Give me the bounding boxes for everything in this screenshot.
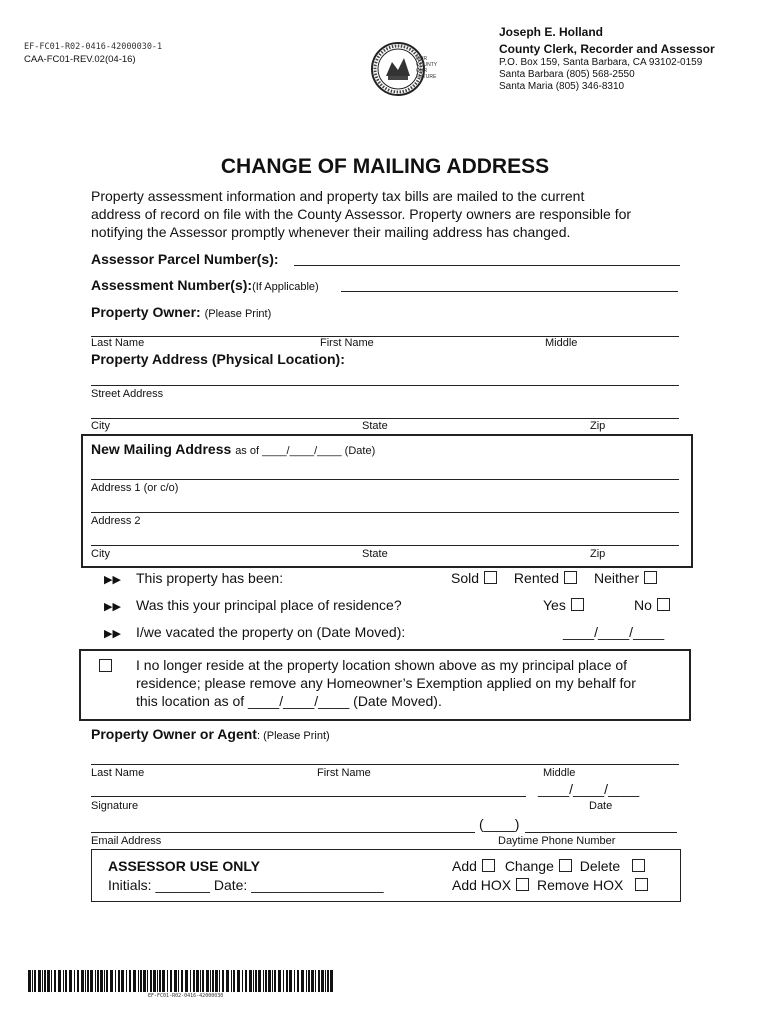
- property-zip-label: Zip: [590, 420, 606, 432]
- new-mailing-heading-group: [91, 441, 375, 457]
- email-label: Email Address: [91, 835, 162, 847]
- barcode-bar: [95, 970, 96, 992]
- no-label: No: [634, 597, 652, 613]
- barcode-bar: [242, 970, 243, 992]
- exemption-line-1: I no longer reside at the property location shown above as my principal place of: [136, 657, 628, 673]
- signature-date-field[interactable]: ____/____/____: [538, 781, 640, 797]
- new-mailing-heading: New Mailing Address: [91, 441, 232, 457]
- question-principal-residence: Was this your principal place of residence?: [136, 597, 402, 613]
- mailing-city-label: City: [91, 548, 110, 560]
- barcode-bar: [143, 970, 146, 992]
- barcode-bar: [85, 970, 86, 992]
- barcode-bar: [28, 970, 31, 992]
- barcode-bar: [308, 970, 310, 992]
- agent-name-field[interactable]: [91, 764, 679, 765]
- logo-text-future: FUTURE: [416, 74, 437, 80]
- exemption-checkbox[interactable]: [99, 659, 112, 672]
- barcode-bar: [90, 970, 93, 992]
- barcode-bar: [222, 970, 224, 992]
- barcode-bar: [272, 970, 273, 992]
- signature-date-label: Date: [589, 800, 613, 812]
- exemption-line-3: this location as of ____/____/____ (Date Moved).: [136, 693, 442, 709]
- barcode-bar: [47, 970, 50, 992]
- add-label: Add: [452, 858, 477, 874]
- barcode-bar: [315, 970, 316, 992]
- barcode-bar: [297, 970, 299, 992]
- barcode-bar: [321, 970, 324, 992]
- add-checkbox[interactable]: [482, 859, 495, 872]
- agent-first-name-label: First Name: [317, 767, 371, 779]
- signature-label: Signature: [91, 800, 139, 812]
- bullet-arrow-icon: ▶▶: [104, 628, 121, 640]
- barcode-bar: [289, 970, 292, 992]
- intro-paragraph: [91, 187, 691, 241]
- barcode-text: EF-FC01-R02-0416-42000030: [148, 993, 224, 999]
- barcode-bar: [77, 970, 79, 992]
- barcode: [28, 970, 338, 992]
- barcode-bar: [159, 970, 161, 992]
- intro-line-2: address of record on file with the County Assessor. Property owners are responsible for: [91, 206, 632, 222]
- no-option: [634, 597, 670, 613]
- date-moved-field[interactable]: ____/____/____: [563, 624, 665, 640]
- office-phone-santa-barbara: Santa Barbara (805) 568-2550: [499, 69, 635, 80]
- owner-last-name-label: Last Name: [91, 337, 145, 349]
- property-status-options: [451, 570, 657, 586]
- office-title: County Clerk, Recorder and Assessor: [499, 42, 715, 56]
- barcode-bar: [212, 970, 214, 992]
- assessor-initials-date[interactable]: Initials: _______ Date: _________________: [108, 877, 384, 893]
- barcode-bar: [65, 970, 67, 992]
- barcode-bar: [150, 970, 152, 992]
- assessment-label: Assessment Number(s):: [91, 277, 253, 293]
- barcode-bar: [215, 970, 218, 992]
- apn-field[interactable]: [294, 265, 680, 266]
- barcode-bar: [110, 970, 113, 992]
- agent-middle-label: Middle: [543, 767, 576, 779]
- delete-label: Delete: [579, 858, 621, 874]
- intro-line-3: notifying the Assessor promptly whenever their mailing address has changed.: [91, 224, 571, 240]
- agent-last-name-label: Last Name: [91, 767, 145, 779]
- property-state-label: State: [362, 420, 388, 432]
- county-seal-logo: [368, 40, 448, 100]
- add-hox-label: Add HOX: [452, 877, 512, 893]
- assessor-action-row-1: [452, 858, 645, 874]
- question-date-moved: I/we vacated the property on (Date Moved):: [136, 624, 406, 640]
- barcode-bar: [106, 970, 108, 992]
- barcode-bar: [58, 970, 61, 992]
- barcode-bar: [286, 970, 288, 992]
- barcode-bar: [193, 970, 195, 992]
- agent-note: : (Please Print): [256, 730, 330, 742]
- barcode-bar: [206, 970, 209, 992]
- barcode-bar: [74, 970, 75, 992]
- add-hox-checkbox[interactable]: [516, 878, 529, 891]
- property-address-label: Property Address (Physical Location):: [91, 351, 345, 367]
- signature-field[interactable]: [91, 796, 526, 797]
- barcode-bar: [327, 970, 329, 992]
- barcode-bar: [294, 970, 295, 992]
- remove-hox-label: Remove HOX: [537, 877, 624, 893]
- property-city-label: City: [91, 420, 110, 432]
- neither-label: Neither: [593, 570, 640, 586]
- mailing-address-1-field[interactable]: [91, 479, 679, 480]
- change-checkbox[interactable]: [559, 859, 572, 872]
- barcode-bar: [129, 970, 131, 992]
- barcode-bar: [121, 970, 124, 992]
- barcode-bar: [268, 970, 271, 992]
- barcode-bar: [301, 970, 304, 992]
- barcode-bar: [133, 970, 136, 992]
- barcode-bar: [196, 970, 199, 992]
- assessment-note: (If Applicable): [252, 281, 319, 293]
- exemption-line-2: residence; please remove any Homeowner’s Exemption applied on my behalf for: [136, 675, 636, 691]
- owner-middle-label: Middle: [545, 337, 578, 349]
- barcode-bar: [265, 970, 267, 992]
- barcode-bar: [38, 970, 41, 992]
- form-revision: CAA-FC01-REV.02(04-16): [24, 54, 136, 65]
- yes-label: Yes: [543, 597, 566, 613]
- daytime-phone-label: Daytime Phone Number: [498, 835, 616, 847]
- intro-line-1: Property assessment information and property tax bills are mailed to the current: [91, 188, 585, 204]
- barcode-bar: [202, 970, 204, 992]
- barcode-bar: [34, 970, 36, 992]
- new-mailing-as-of-date[interactable]: as of ____/____/____ (Date): [235, 445, 376, 457]
- phone-area-code-field[interactable]: (____): [479, 816, 520, 832]
- rented-checkbox[interactable]: [564, 571, 577, 584]
- barcode-bar: [253, 970, 254, 992]
- barcode-bar: [318, 970, 320, 992]
- owner-label: Property Owner:: [91, 304, 201, 320]
- barcode-bar: [200, 970, 201, 992]
- barcode-bar: [278, 970, 281, 992]
- barcode-bar: [311, 970, 314, 992]
- question-property-status: This property has been:: [136, 570, 284, 586]
- barcode-bar: [100, 970, 103, 992]
- barcode-bar: [138, 970, 139, 992]
- remove-hox-checkbox[interactable]: [635, 878, 648, 891]
- owner-note: (Please Print): [204, 308, 272, 320]
- office-name: Joseph E. Holland: [499, 25, 604, 39]
- barcode-bar: [210, 970, 211, 992]
- mailing-state-label: State: [362, 548, 388, 560]
- office-phone-santa-maria: Santa Maria (805) 346-8310: [499, 81, 625, 92]
- office-address: P.O. Box 159, Santa Barbara, CA 93102-0159: [499, 57, 703, 68]
- phone-number-field[interactable]: [525, 832, 677, 833]
- owner-label-group: [91, 304, 271, 320]
- barcode-bar: [69, 970, 72, 992]
- assessor-use-heading: ASSESSOR USE ONLY: [108, 858, 260, 874]
- assessor-use-box: [91, 849, 681, 902]
- barcode-bar: [258, 970, 261, 992]
- barcode-bar: [263, 970, 264, 992]
- sold-label: Sold: [451, 570, 480, 586]
- logo-text-our-2: OUR: [416, 68, 428, 74]
- barcode-bar: [51, 970, 52, 992]
- barcode-bar: [249, 970, 252, 992]
- mailing-zip-label: Zip: [590, 548, 606, 560]
- barcode-bar: [32, 970, 33, 992]
- barcode-bar: [44, 970, 46, 992]
- owner-first-name-label: First Name: [320, 337, 374, 349]
- barcode-bar: [325, 970, 326, 992]
- barcode-bar: [226, 970, 229, 992]
- barcode-bar: [54, 970, 56, 992]
- change-label: Change: [504, 858, 554, 874]
- barcode-bar: [283, 970, 284, 992]
- email-field[interactable]: [91, 832, 475, 833]
- owner-name-field[interactable]: [91, 336, 679, 337]
- assessor-action-row-2: [452, 877, 648, 893]
- barcode-bar: [330, 970, 333, 992]
- barcode-bar: [255, 970, 257, 992]
- mailing-address-2-label: Address 2: [91, 515, 141, 527]
- assessment-field[interactable]: [341, 291, 678, 292]
- barcode-bar: [306, 970, 307, 992]
- barcode-bar: [162, 970, 165, 992]
- barcode-bar: [185, 970, 188, 992]
- bullet-arrow-icon: ▶▶: [104, 601, 121, 613]
- neither-checkbox[interactable]: [644, 571, 657, 584]
- mailing-address-2-field[interactable]: [91, 512, 679, 513]
- barcode-bar: [153, 970, 156, 992]
- exemption-text: [136, 656, 636, 710]
- page-title: CHANGE OF MAILING ADDRESS: [220, 155, 550, 178]
- mailing-city-state-zip-field[interactable]: [91, 545, 679, 546]
- agent-heading-group: [91, 726, 330, 742]
- barcode-bar: [167, 970, 168, 992]
- barcode-bar: [181, 970, 183, 992]
- rented-label: Rented: [513, 570, 560, 586]
- no-checkbox[interactable]: [657, 598, 670, 611]
- bullet-arrow-icon: ▶▶: [104, 574, 121, 586]
- barcode-bar: [97, 970, 99, 992]
- sold-checkbox[interactable]: [484, 571, 497, 584]
- barcode-bar: [115, 970, 116, 992]
- barcode-bar: [274, 970, 276, 992]
- barcode-bar: [104, 970, 105, 992]
- street-address-label: Street Address: [91, 388, 164, 400]
- barcode-bar: [42, 970, 43, 992]
- barcode-bar: [126, 970, 127, 992]
- barcode-bar: [87, 970, 89, 992]
- mailing-address-1-label: Address 1 (or c/o): [91, 482, 179, 494]
- logo-text-county: COUNTY: [416, 62, 438, 68]
- barcode-bar: [178, 970, 179, 992]
- property-city-state-zip-field[interactable]: [91, 418, 679, 419]
- barcode-bar: [140, 970, 142, 992]
- apn-label: Assessor Parcel Number(s):: [91, 251, 279, 267]
- barcode-bar: [81, 970, 84, 992]
- barcode-bar: [174, 970, 177, 992]
- barcode-bar: [118, 970, 120, 992]
- delete-checkbox[interactable]: [632, 859, 645, 872]
- logo-text-our: OUR: [416, 56, 428, 62]
- barcode-bar: [147, 970, 148, 992]
- barcode-bar: [157, 970, 158, 992]
- barcode-bar: [233, 970, 235, 992]
- barcode-bar: [170, 970, 172, 992]
- barcode-bar: [237, 970, 240, 992]
- assessment-label-group: [91, 277, 319, 293]
- barcode-bar: [63, 970, 64, 992]
- street-address-field[interactable]: [91, 385, 679, 386]
- barcode-bar: [231, 970, 232, 992]
- barcode-bar: [219, 970, 220, 992]
- yes-option: [543, 597, 584, 613]
- barcode-bar: [190, 970, 191, 992]
- yes-checkbox[interactable]: [571, 598, 584, 611]
- form-code: EF-FC01-R02-0416-42000030-1: [24, 42, 163, 52]
- barcode-bar: [245, 970, 247, 992]
- agent-heading: Property Owner or Agent: [91, 726, 257, 742]
